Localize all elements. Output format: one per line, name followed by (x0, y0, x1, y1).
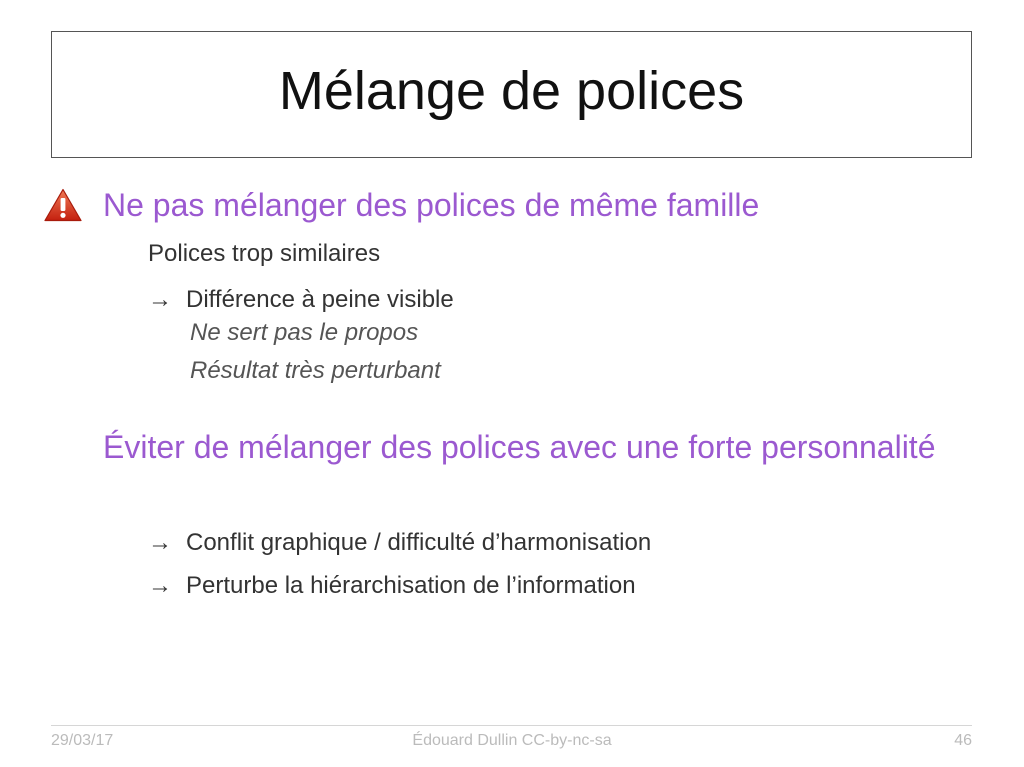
warning-icon (44, 188, 82, 222)
footer-page-number: 46 (954, 732, 972, 749)
arrow-point-hierarchy (148, 571, 636, 601)
slide-title: Mélange de polices (278, 60, 745, 121)
arrow-point-text: Conflit graphique / difficulté d’harmonisation (186, 529, 652, 556)
footer-date: 29/03/17 (51, 732, 114, 749)
heading-strong-personality: Éviter de mélanger des polices avec une forte personnalité (103, 429, 936, 465)
arrow-icon: → (148, 286, 172, 313)
footer-author: Édouard Dullin CC-by-nc-sa (412, 732, 612, 749)
heading-same-family: Ne pas mélanger des polices de même famille (103, 187, 760, 223)
arrow-point-conflict (148, 528, 651, 558)
arrow-point-barely-visible (148, 285, 454, 315)
title-frame (51, 31, 972, 158)
footer-divider (51, 725, 972, 726)
arrow-icon: → (148, 529, 172, 556)
arrow-icon: → (148, 572, 172, 599)
arrow-point-text: Différence à peine visible (186, 286, 454, 313)
arrow-point-text: Perturbe la hiérarchisation de l’information (186, 572, 636, 599)
detail-item: Ne sert pas le propos (190, 319, 419, 346)
detail-item: Résultat très perturbant (190, 357, 441, 384)
point-too-similar: Polices trop similaires (148, 240, 381, 267)
